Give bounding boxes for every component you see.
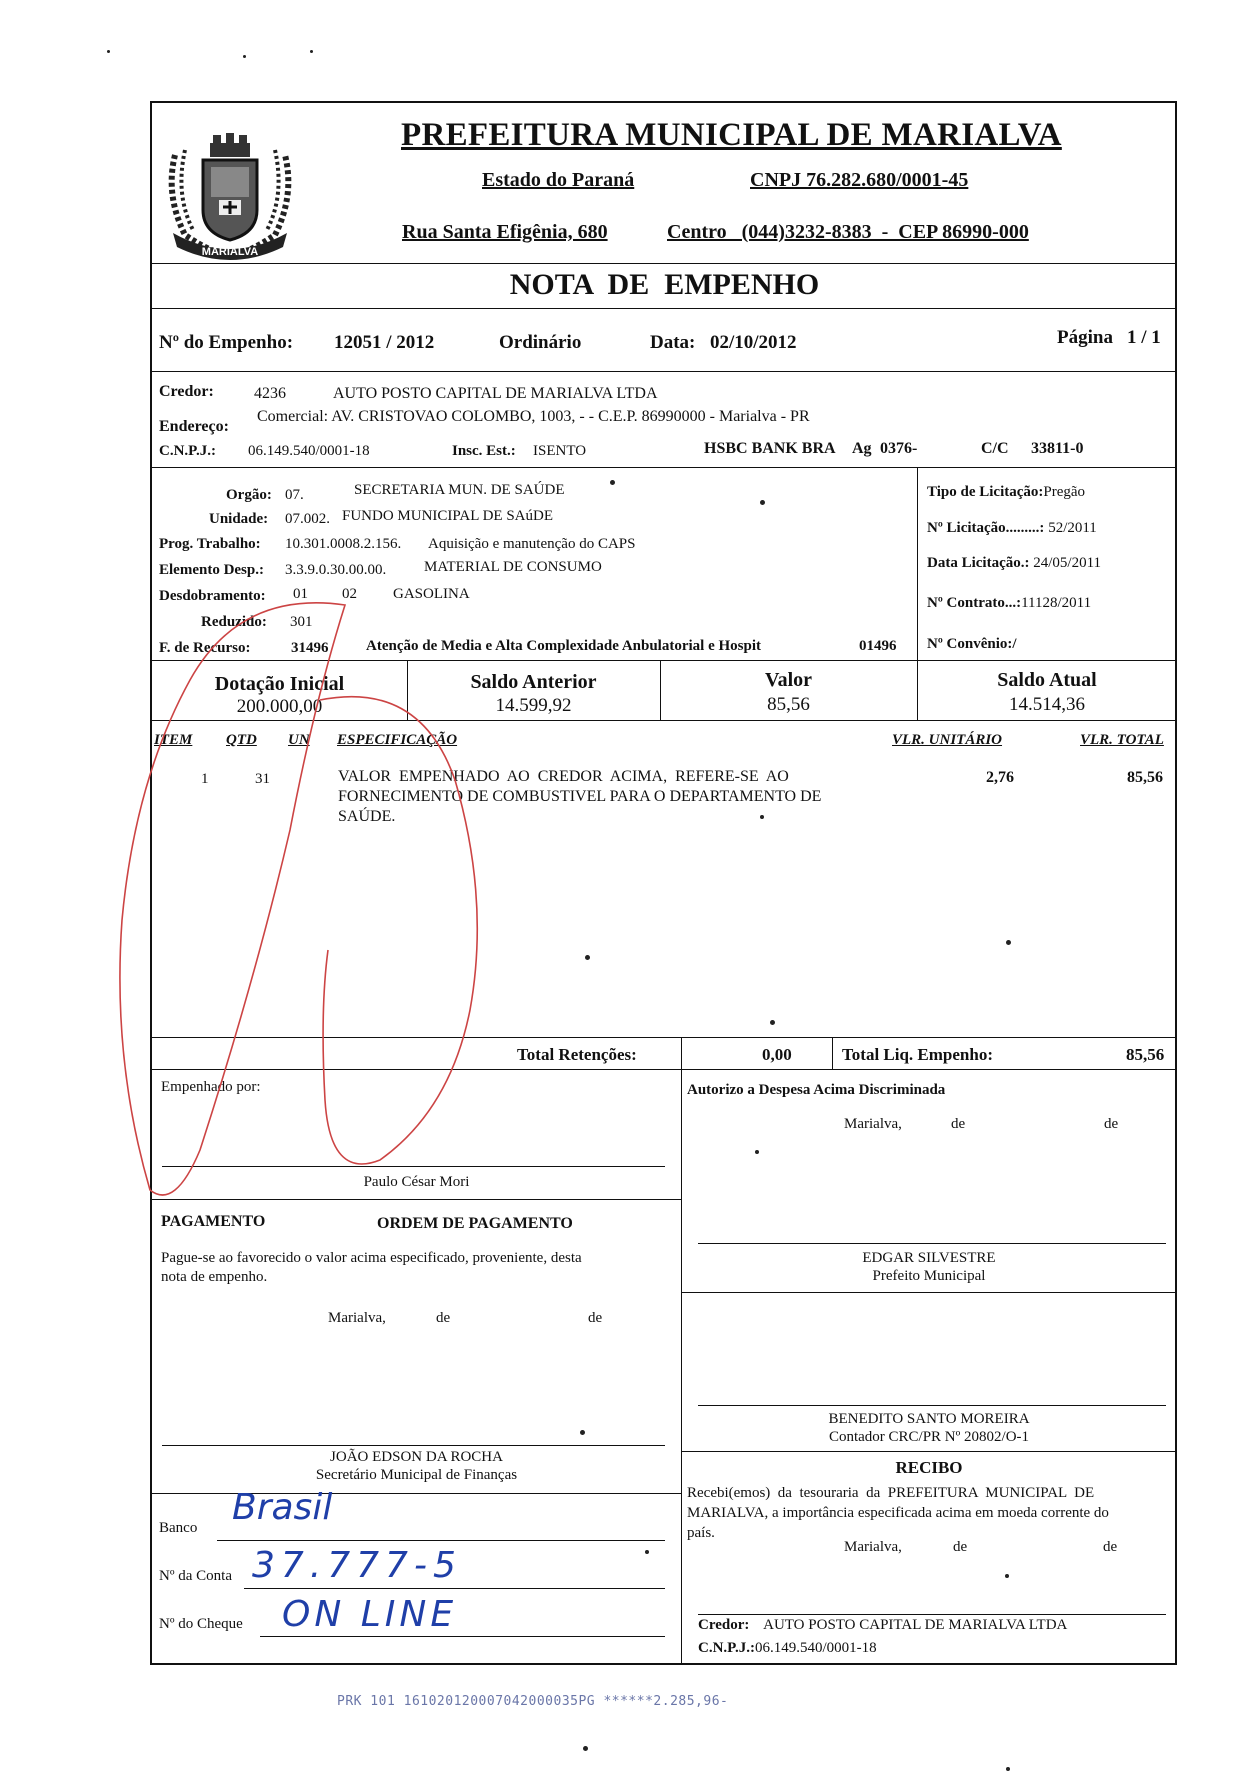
col-qtd-header: QTD [226, 732, 257, 748]
orgao-name: SECRETARIA MUN. DE SAÚDE [354, 482, 565, 498]
scan-speck [610, 480, 615, 485]
municipality-title: PREFEITURA MUNICIPAL DE MARIALVA [401, 117, 1062, 153]
creditor-account: 33811-0 [1031, 440, 1084, 457]
item-spec-line2: FORNECIMENTO DE COMBUSTIVEL PARA O DEPARTAMENTO DE [338, 788, 822, 805]
elemento-code: 3.3.9.0.30.00.00. [285, 562, 387, 578]
creditor-bank: HSBC BANK BRA [704, 440, 836, 457]
total-retencoes-value: 0,00 [762, 1045, 792, 1064]
creditor-code: 4236 [254, 385, 286, 402]
item-qtd: 31 [255, 771, 270, 787]
scan-speck [1006, 1767, 1010, 1771]
banco-label: Banco [159, 1520, 198, 1536]
prefeito-name: EDGAR SILVESTRE [862, 1250, 996, 1266]
contrato-value: 11128/2011 [1021, 595, 1092, 611]
unidade-label: Unidade: [209, 511, 269, 527]
scan-speck [585, 955, 590, 960]
creditor-agency: 0376- [880, 440, 918, 457]
banco-handwritten: Brasil [232, 1487, 333, 1528]
contador-title: Contador CRC/PR Nº 20802/O-1 [828, 1429, 1030, 1445]
contrato-label: Nº Contrato...: [927, 595, 1022, 611]
desdobramento-label: Desdobramento: [159, 588, 266, 604]
scan-speck [1006, 940, 1011, 945]
recibo-cnpj-value: 06.149.540/0001-18 [754, 1640, 877, 1656]
numero-licitacao-value: 52/2011 [1048, 520, 1097, 536]
municipality-cnpj: CNPJ 76.282.680/0001-45 [750, 169, 969, 191]
footer-code: PRK 101 161020120007042000035PG ******2.285,96- [337, 1694, 729, 1709]
creditor-cnpj: 06.149.540/0001-18 [248, 443, 370, 459]
scan-speck [755, 1150, 759, 1154]
creditor-address-label: Endereço: [159, 418, 229, 435]
tipo-licitacao-label: Tipo de Licitação: [927, 484, 1044, 500]
prog-name: Aquisição e manutenção do CAPS [428, 536, 636, 552]
data-licitacao-value: 24/05/2011 [1033, 555, 1102, 571]
item-spec-line1: VALOR EMPENHADO AO CREDOR ACIMA, REFERE-SE AO [338, 768, 789, 785]
recurso-name: Atenção de Media e Alta Complexidade Anbulatorial e Hospit [366, 638, 761, 654]
prog-label: Prog. Trabalho: [159, 536, 261, 552]
dotacao-label: Dotação Inicial [214, 673, 345, 695]
col-spec-header: ESPECIFICAÇÃO [337, 732, 458, 748]
recibo-city: Marialva, [844, 1539, 902, 1555]
conta-handwritten: 37.777-5 [252, 1545, 462, 1586]
contador-name: BENEDITO SANTO MOREIRA [828, 1411, 1030, 1427]
recibo-credor-name: AUTO POSTO CAPITAL DE MARIALVA LTDA [763, 1617, 1068, 1633]
valor-label: Valor [764, 669, 813, 691]
reduzido-label: Reduzido: [201, 614, 267, 630]
orgao-label: Orgão: [226, 487, 272, 503]
recurso-label: F. de Recurso: [159, 640, 251, 656]
pagamento-de-2: de [588, 1310, 603, 1326]
tipo-licitacao-value: Pregão [1043, 484, 1086, 500]
svg-text:MARIALVA: MARIALVA [201, 246, 259, 258]
scan-speck [243, 55, 246, 58]
item-total: 85,56 [1127, 769, 1163, 786]
scan-speck [770, 1020, 775, 1025]
saldo-atual-value: 14.514,36 [1009, 694, 1085, 715]
secretario-title: Secretário Municipal de Finanças [315, 1467, 518, 1483]
recibo-title: RECIBO [895, 1458, 963, 1477]
item-spec-line3: SAÚDE. [338, 808, 396, 825]
pagamento-de-1: de [436, 1310, 451, 1326]
scan-speck [107, 50, 110, 53]
autorizo-de-2: de [1104, 1116, 1119, 1132]
unidade-name: FUNDO MUNICIPAL DE SAúDE [342, 508, 553, 524]
scan-speck [583, 1746, 588, 1751]
orgao-code: 07. [285, 487, 304, 503]
desdobramento-name: GASOLINA [393, 586, 470, 602]
recibo-line3: país. [687, 1525, 715, 1541]
secretario-name: JOÃO EDSON DA ROCHA [330, 1449, 503, 1465]
total-retencoes-label: Total Retenções: [517, 1045, 637, 1064]
scan-speck [760, 500, 765, 505]
recibo-credor-label: Credor: [698, 1617, 750, 1633]
recibo-line1: Recebi(emos) da tesouraria da PREFEITURA MUNICIPAL DE [687, 1485, 1095, 1501]
document-title: NOTA DE EMPENHO [509, 268, 820, 301]
scan-speck [580, 1430, 585, 1435]
creditor-name: AUTO POSTO CAPITAL DE MARIALVA LTDA [333, 385, 658, 402]
cheque-label: Nº do Cheque [159, 1616, 243, 1632]
valor-value: 85,56 [767, 694, 810, 715]
empenho-number: 12051 / 2012 [334, 332, 435, 353]
autorizo-label: Autorizo a Despesa Acima Discriminada [687, 1082, 946, 1098]
elemento-label: Elemento Desp.: [159, 562, 264, 578]
item-unit-price: 2,76 [986, 769, 1014, 786]
page-label: Página [1057, 327, 1113, 348]
empenho-number-label: Nº do Empenho: [159, 332, 294, 353]
creditor-ie: ISENTO [533, 443, 587, 459]
empenho-date-label: Data: [650, 332, 696, 353]
pagamento-text-line1: Pague-se ao favorecido o valor acima especificado, proveniente, desta [161, 1250, 582, 1266]
recibo-de-2: de [1103, 1539, 1118, 1555]
creditor-agency-label: Ag [852, 440, 872, 457]
scan-speck [1005, 1574, 1009, 1578]
cheque-handwritten: ON LINE [282, 1594, 458, 1635]
creditor-label: Credor: [159, 383, 214, 400]
conta-label: Nº da Conta [159, 1568, 232, 1584]
empenhado-por-label: Empenhado por: [161, 1079, 261, 1095]
reduzido-value: 301 [290, 614, 313, 630]
desdobramento-a: 01 [293, 586, 308, 602]
autorizo-de-1: de [951, 1116, 966, 1132]
prefeito-title: Prefeito Municipal [872, 1268, 986, 1284]
saldo-anterior-value: 14.599,92 [495, 695, 572, 716]
recurso-extra-code: 01496 [859, 638, 897, 654]
scan-speck [310, 50, 313, 53]
item-number: 1 [201, 771, 209, 787]
creditor-address: Comercial: AV. CRISTOVAO COLOMBO, 1003, - - C.E.P. 86990000 - Marialva - PR [257, 408, 810, 425]
col-total-header: VLR. TOTAL [1080, 732, 1164, 748]
recibo-cnpj-label: C.N.P.J.: [698, 1640, 755, 1656]
state-name: Estado do Paraná [482, 169, 635, 191]
empenho-date: 02/10/2012 [710, 332, 797, 353]
saldo-atual-label: Saldo Atual [997, 669, 1097, 691]
col-item-header: ITEM [154, 732, 193, 748]
pagamento-label: PAGAMENTO [161, 1213, 266, 1230]
page-number: 1 / 1 [1127, 327, 1161, 348]
empenhado-por-name: Paulo César Mori [363, 1174, 470, 1190]
prog-code: 10.301.0008.2.156. [285, 536, 402, 552]
col-un-header: UN [288, 732, 310, 748]
pagamento-text-line2: nota de empenho. [161, 1269, 268, 1285]
ordem-pagamento-label: ORDEM DE PAGAMENTO [377, 1215, 573, 1232]
total-liquido-value: 85,56 [1126, 1045, 1165, 1064]
recibo-de-1: de [953, 1539, 968, 1555]
data-licitacao-label: Data Licitação.: [927, 555, 1030, 571]
saldo-anterior-label: Saldo Anterior [470, 671, 597, 693]
scan-speck [760, 815, 764, 819]
elemento-name: MATERIAL DE CONSUMO [424, 559, 602, 575]
municipality-contact: Centro (044)3232-8383 - CEP 86990-000 [667, 221, 1029, 243]
numero-licitacao-label: Nº Licitação.........: [927, 520, 1045, 536]
unidade-code: 07.002. [285, 511, 330, 527]
recurso-code: 31496 [291, 640, 329, 656]
creditor-account-label: C/C [981, 440, 1009, 457]
total-liquido-label: Total Liq. Empenho: [842, 1045, 993, 1064]
col-unit-price-header: VLR. UNITÁRIO [892, 732, 1003, 748]
autorizo-city: Marialva, [844, 1116, 902, 1132]
recibo-line2: MARIALVA, a importância especificada acima em moeda corrente do [687, 1505, 1109, 1521]
pagamento-city: Marialva, [328, 1310, 386, 1326]
dotacao-value: 200.000,00 [236, 696, 323, 717]
empenho-type: Ordinário [499, 332, 582, 353]
creditor-cnpj-label: C.N.P.J.: [159, 443, 216, 459]
municipality-address: Rua Santa Efigênia, 680 [402, 221, 608, 243]
convenio-label: Nº Convênio:/ [927, 636, 1017, 652]
scan-speck [645, 1550, 649, 1554]
creditor-ie-label: Insc. Est.: [452, 443, 516, 459]
desdobramento-b: 02 [342, 586, 357, 602]
